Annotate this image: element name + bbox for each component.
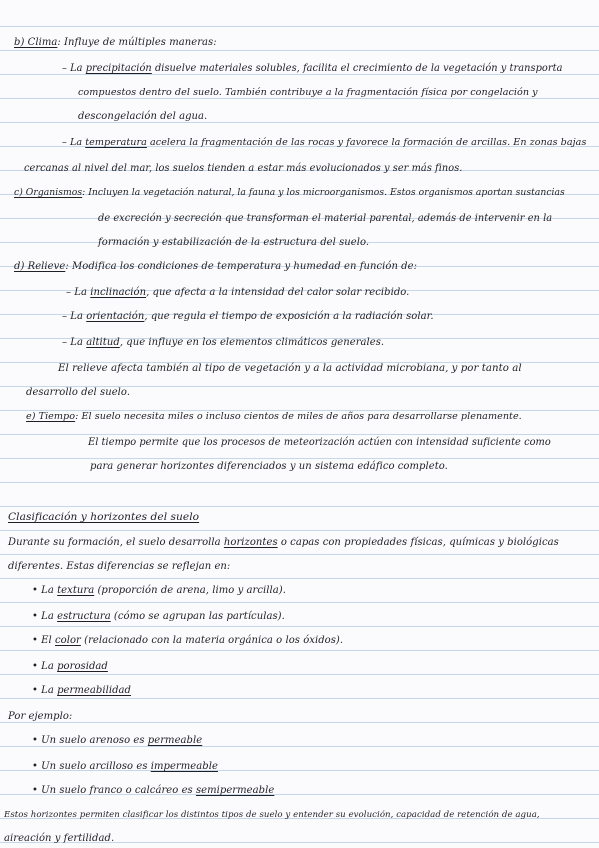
organismos-label: c) Organismos: [14, 187, 83, 198]
clasificacion-paragraph-line-2: diferentes. Estas diferencias se reflejan en:: [8, 561, 231, 572]
relieve-label: d) Relieve: [14, 261, 66, 272]
clima-heading-line: [14, 36, 217, 50]
organismos-line-2: de excreción y secreción que transforman el material parental, además de intervenir en la: [98, 213, 553, 224]
term-altitud: altitud: [86, 337, 120, 348]
tiempo-line-1: e) Tiempo: El suelo necesita miles o incluso cientos de miles de años para desarrollarse plenamente.: [26, 411, 522, 422]
clima-temperatura-line-2: cercanas al nivel del mar, los suelos tienden a estar más evolucionados y ser más finos.: [24, 163, 463, 174]
organismos-line-1: c) Organismos: Incluyen la vegetación natural, la fauna y los microorganismos. Estos organismos aportan sustancias: [14, 187, 565, 198]
term-permeable: permeable: [147, 735, 203, 746]
clima-precipitacion-line-3: descongelación del agua.: [78, 111, 208, 122]
relieve-closing-line-1: El relieve afecta también al tipo de vegetación y a la actividad microbiana, y por tanto al: [58, 363, 522, 374]
relieve-heading-line: d) Relieve: Modifica los condiciones de temperatura y humedad en función de:: [14, 261, 417, 272]
clima-temperatura-line-1: – La temperatura acelera la fragmentación de las rocas y favorece la formación de arcillas. En zonas bajas: [62, 137, 587, 148]
list-item-porosidad: • La porosidad: [32, 661, 108, 672]
list-item-permeabilidad: • La permeabilidad: [32, 685, 131, 696]
relieve-closing-line-2: desarrollo del suelo.: [26, 387, 131, 398]
final-line-2: aireación y fertilidad.: [4, 833, 115, 844]
clima-precipitacion-line-1: – La precipitación disuelve materiales solubles, facilita el crecimiento de la vegetación y transporta: [62, 63, 563, 74]
example-arenoso: • Un suelo arenoso es permeable: [32, 735, 203, 746]
term-precipitacion: precipitación: [85, 63, 152, 74]
term-estructura: estructura: [57, 611, 111, 622]
term-inclinacion: inclinación: [90, 287, 147, 298]
example-franco: • Un suelo franco o calcáreo es semipermeable: [32, 785, 275, 796]
term-permeabilidad: permeabilidad: [57, 685, 131, 696]
tiempo-label: e) Tiempo: [26, 411, 76, 422]
term-porosidad: porosidad: [57, 661, 108, 672]
term-semipermeable: semipermeable: [195, 785, 275, 796]
tiempo-line-3: para generar horizontes diferenciados y un sistema edáfico completo.: [90, 461, 448, 472]
clasificacion-heading: Clasificación y horizontes del suelo: [8, 511, 200, 523]
tiempo-line-2: El tiempo permite que los procesos de meteorización actúen con intensidad suficiente como: [88, 437, 551, 448]
final-line-1: Estos horizontes permiten clasificar los distintos tipos de suelo y entender su evolución, capacidad de retención de agua,: [4, 810, 540, 820]
relieve-altitud-line: – La altitud, que influye en los elementos climáticos generales.: [62, 337, 385, 348]
relieve-orientacion-line: – La orientación, que regula el tiempo de exposición a la radiación solar.: [62, 311, 434, 322]
term-color: color: [55, 635, 81, 646]
relieve-inclinacion-line: – La inclinación, que afecta a la intensidad del calor solar recibido.: [66, 287, 410, 298]
term-horizontes: horizontes: [223, 537, 278, 548]
organismos-line-3: formación y estabilización de la estructura del suelo.: [98, 237, 370, 248]
term-textura: textura: [57, 585, 95, 596]
list-item-textura: • La textura (proporción de arena, limo y arcilla).: [32, 585, 286, 596]
ejemplo-label: Por ejemplo:: [8, 711, 73, 722]
term-impermeable: impermeable: [150, 761, 218, 772]
clima-precipitacion-line-2: compuestos dentro del suelo. También contribuye a la fragmentación física por congelación y: [78, 87, 538, 98]
list-item-color: • El color (relacionado con la materia orgánica o los óxidos).: [32, 635, 344, 646]
example-arcilloso: • Un suelo arcilloso es impermeable: [32, 761, 218, 772]
term-orientacion: orientación: [86, 311, 145, 322]
clima-intro: : Influye de múltiples maneras:: [57, 37, 217, 48]
clima-label: b) Clima: [14, 37, 58, 48]
list-item-estructura: • La estructura (cómo se agrupan las partículas).: [32, 611, 285, 622]
clasificacion-paragraph-line-1: Durante su formación, el suelo desarrolla horizontes o capas con propiedades físicas, químicas y biológicas: [8, 537, 559, 548]
term-temperatura: temperatura: [85, 137, 147, 148]
